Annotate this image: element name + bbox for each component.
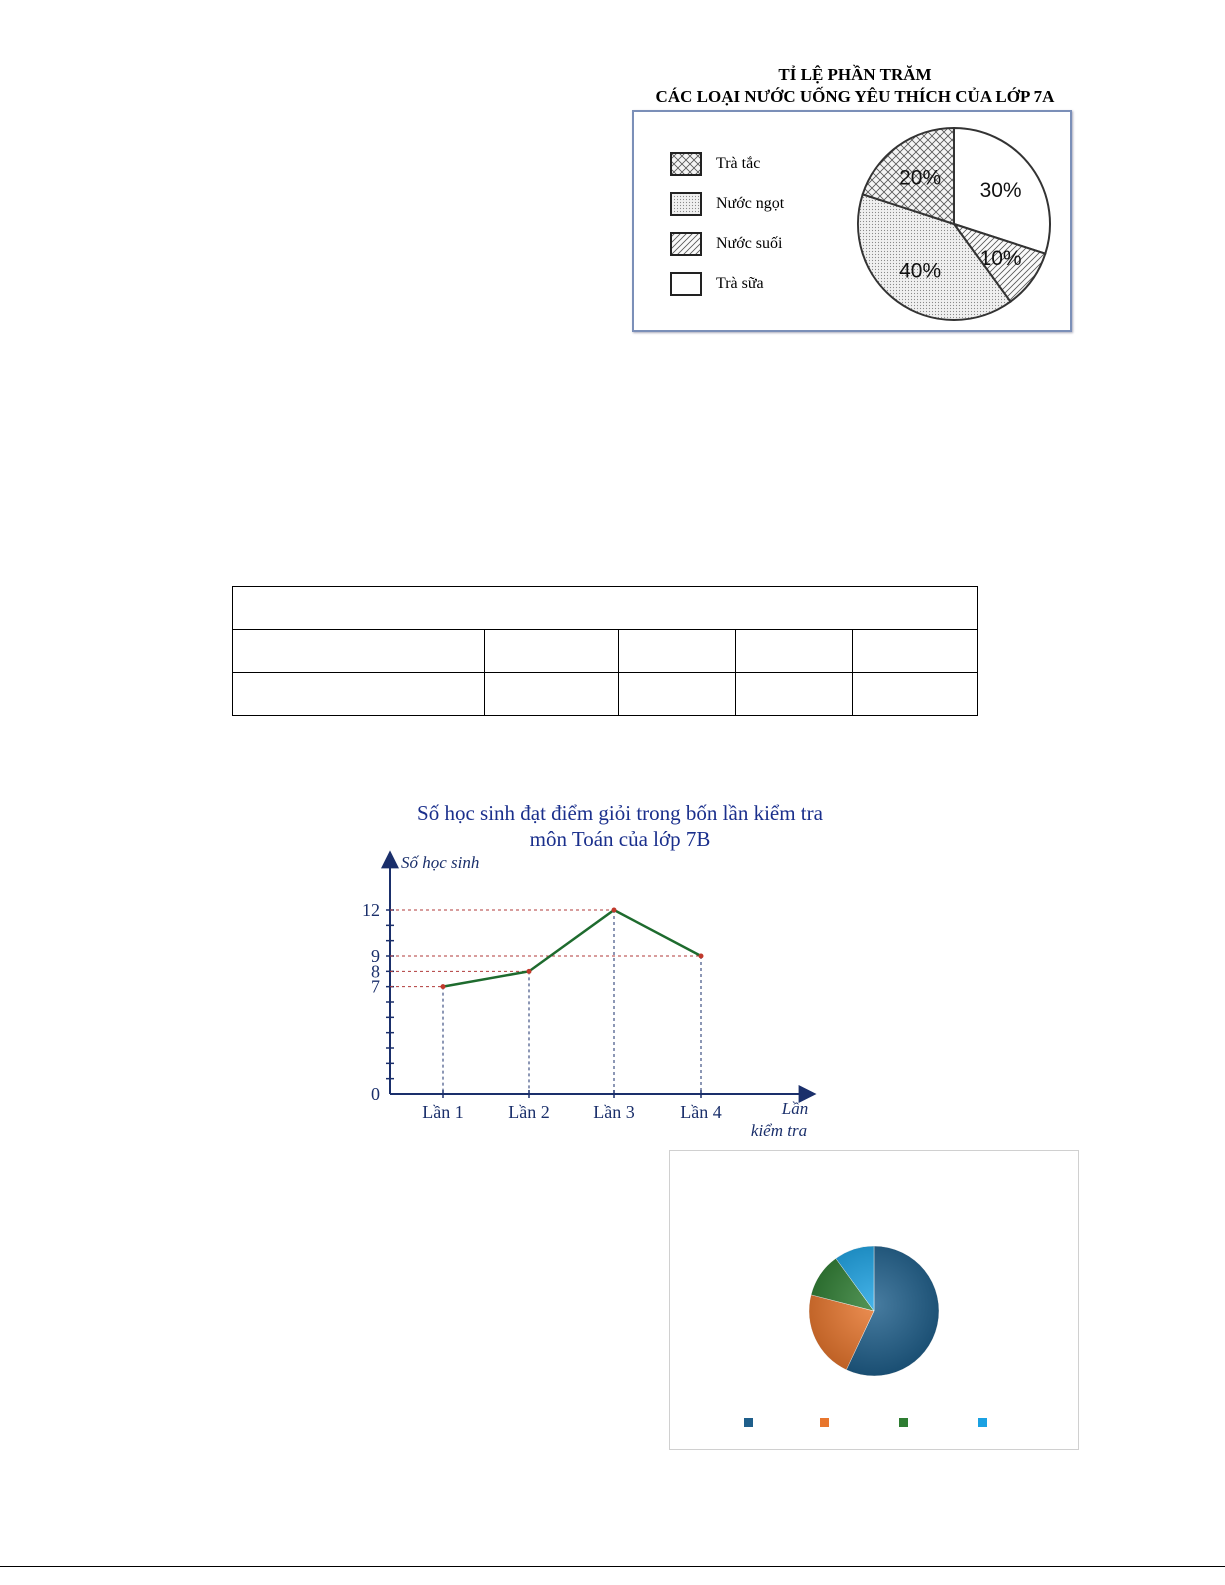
y-tick-label: 7 — [371, 976, 380, 997]
pie-chart-2 — [669, 1150, 1079, 1450]
data-point — [612, 908, 617, 913]
table-row — [233, 630, 978, 673]
table-cell — [619, 630, 736, 673]
y-tick-label: 9 — [371, 946, 380, 966]
y-tick-label: 8 — [371, 961, 380, 982]
series-line — [443, 910, 701, 987]
legend-label: Nước suối — [716, 235, 783, 252]
table-cell — [485, 630, 619, 673]
table-cell — [233, 587, 978, 630]
x-tick-label: Lần 2 — [508, 1102, 550, 1122]
pie-chart-1 — [632, 110, 1072, 332]
table-cell — [485, 673, 619, 716]
table-row — [233, 673, 978, 716]
x-axis-label-line1: Lần — [781, 1099, 809, 1118]
diagonal-swatch-icon — [670, 232, 702, 256]
table-cell — [853, 630, 978, 673]
pie-chart-1-plot — [844, 112, 1070, 330]
y-axis-label: Số học sinh — [401, 853, 480, 872]
pie-chart-1-title-line1: TỈ LỆ PHẦN TRĂM — [778, 65, 932, 84]
line-chart-title-line2: môn Toán của lớp 7B — [529, 827, 711, 851]
legend-item-nuoc-ngot — [670, 190, 784, 218]
legend-item-tra-sua — [670, 270, 764, 298]
pie-chart-1-title — [625, 64, 1085, 108]
x-axis-label-line2: kiểm tra — [750, 1121, 808, 1140]
table-cell — [233, 673, 485, 716]
y-tick-label: 12 — [362, 900, 380, 920]
data-point — [441, 984, 446, 989]
table-cell — [619, 673, 736, 716]
line-chart-title — [360, 800, 880, 852]
legend-label: Nước ngọt — [716, 195, 785, 212]
plain-swatch-icon — [670, 272, 702, 296]
crosshatch-swatch-icon — [670, 152, 702, 176]
legend-swatch — [978, 1418, 987, 1427]
pie-slice-label: 40% — [899, 259, 942, 283]
legend-swatch — [744, 1418, 753, 1427]
pie-slice-label: 20% — [899, 166, 942, 190]
line-chart — [355, 848, 835, 1143]
y-tick-label: 0 — [371, 1084, 380, 1104]
page-bottom-rule — [0, 1566, 1225, 1567]
dots-swatch-icon — [670, 192, 702, 216]
table-cell — [736, 673, 853, 716]
data-table — [232, 586, 978, 716]
pie-slice-label: 30% — [979, 179, 1022, 203]
legend-item-tra-tac — [670, 150, 760, 178]
legend-item-nuoc-suoi — [670, 230, 782, 258]
table-cell — [233, 630, 485, 673]
pie-slice-label: 10% — [979, 246, 1022, 270]
table-cell — [736, 630, 853, 673]
x-tick-label: Lần 4 — [680, 1102, 722, 1122]
legend-label: Trà sữa — [716, 275, 764, 292]
pie-chart-1-title-line2: CÁC LOẠI NƯỚC UỐNG YÊU THÍCH CỦA LỚP 7A — [655, 87, 1055, 106]
table-row — [233, 587, 978, 630]
data-point — [527, 969, 532, 974]
x-tick-label: Lần 1 — [422, 1102, 464, 1122]
pie-chart-2-plot — [670, 1151, 1078, 1449]
data-point — [699, 954, 704, 959]
legend-swatch — [899, 1418, 908, 1427]
line-chart-title-line1: Số học sinh đạt điểm giỏi trong bốn lần kiểm tra — [417, 801, 823, 825]
legend-label: Trà tắc — [716, 155, 761, 172]
table-cell — [853, 673, 978, 716]
x-tick-label: Lần 3 — [593, 1102, 635, 1122]
legend-swatch — [820, 1418, 829, 1427]
